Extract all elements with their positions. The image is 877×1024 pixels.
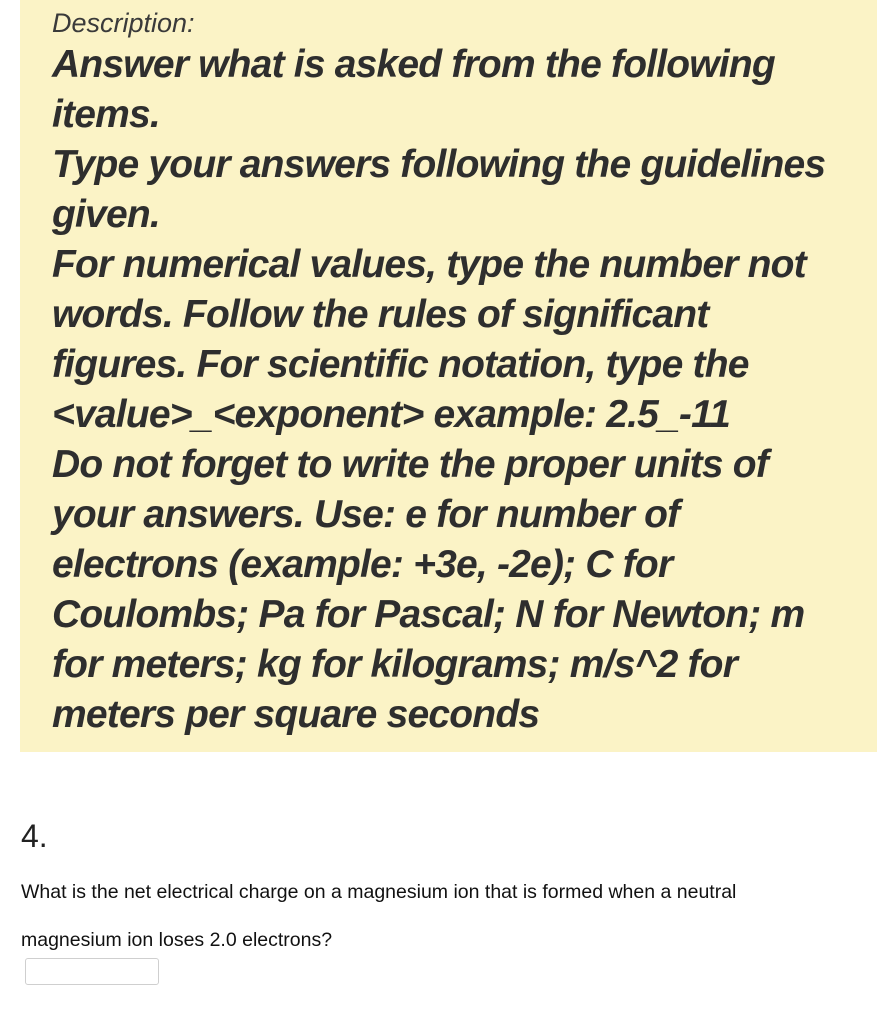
description-line: Type your answers following the guidelines <box>52 143 826 186</box>
description-line: Answer what is asked from the following <box>52 43 775 86</box>
description-line: your answers. Use: e for number of <box>52 493 680 536</box>
description-line: figures. For scientific notation, type the <box>52 343 749 386</box>
description-line: electrons (example: +3e, -2e); C for <box>52 543 673 586</box>
description-line: for meters; kg for kilograms; m/s^2 for <box>52 643 738 686</box>
description-line: <value>_<exponent> example: 2.5_-11 <box>52 393 730 436</box>
description-line: Coulombs; Pa for Pascal; N for Newton; m <box>52 593 805 636</box>
description-line: items. <box>52 93 160 136</box>
question-text: What is the net electrical charge on a magnesium ion that is formed when a neutral magnesium ion loses 2.0 electrons? <box>21 881 737 951</box>
description-panel <box>20 0 877 752</box>
description-instructions <box>52 40 877 740</box>
description-line: words. Follow the rules of significant <box>52 293 709 336</box>
description-line: Do not forget to write the proper units of <box>52 443 769 486</box>
description-line: For numerical values, type the number not <box>52 243 806 286</box>
description-label: Description: <box>52 8 195 38</box>
description-line: meters per square seconds <box>52 693 540 736</box>
question-number: 4. <box>21 818 48 854</box>
answer-input[interactable] <box>25 958 159 985</box>
description-line: given. <box>52 193 160 236</box>
